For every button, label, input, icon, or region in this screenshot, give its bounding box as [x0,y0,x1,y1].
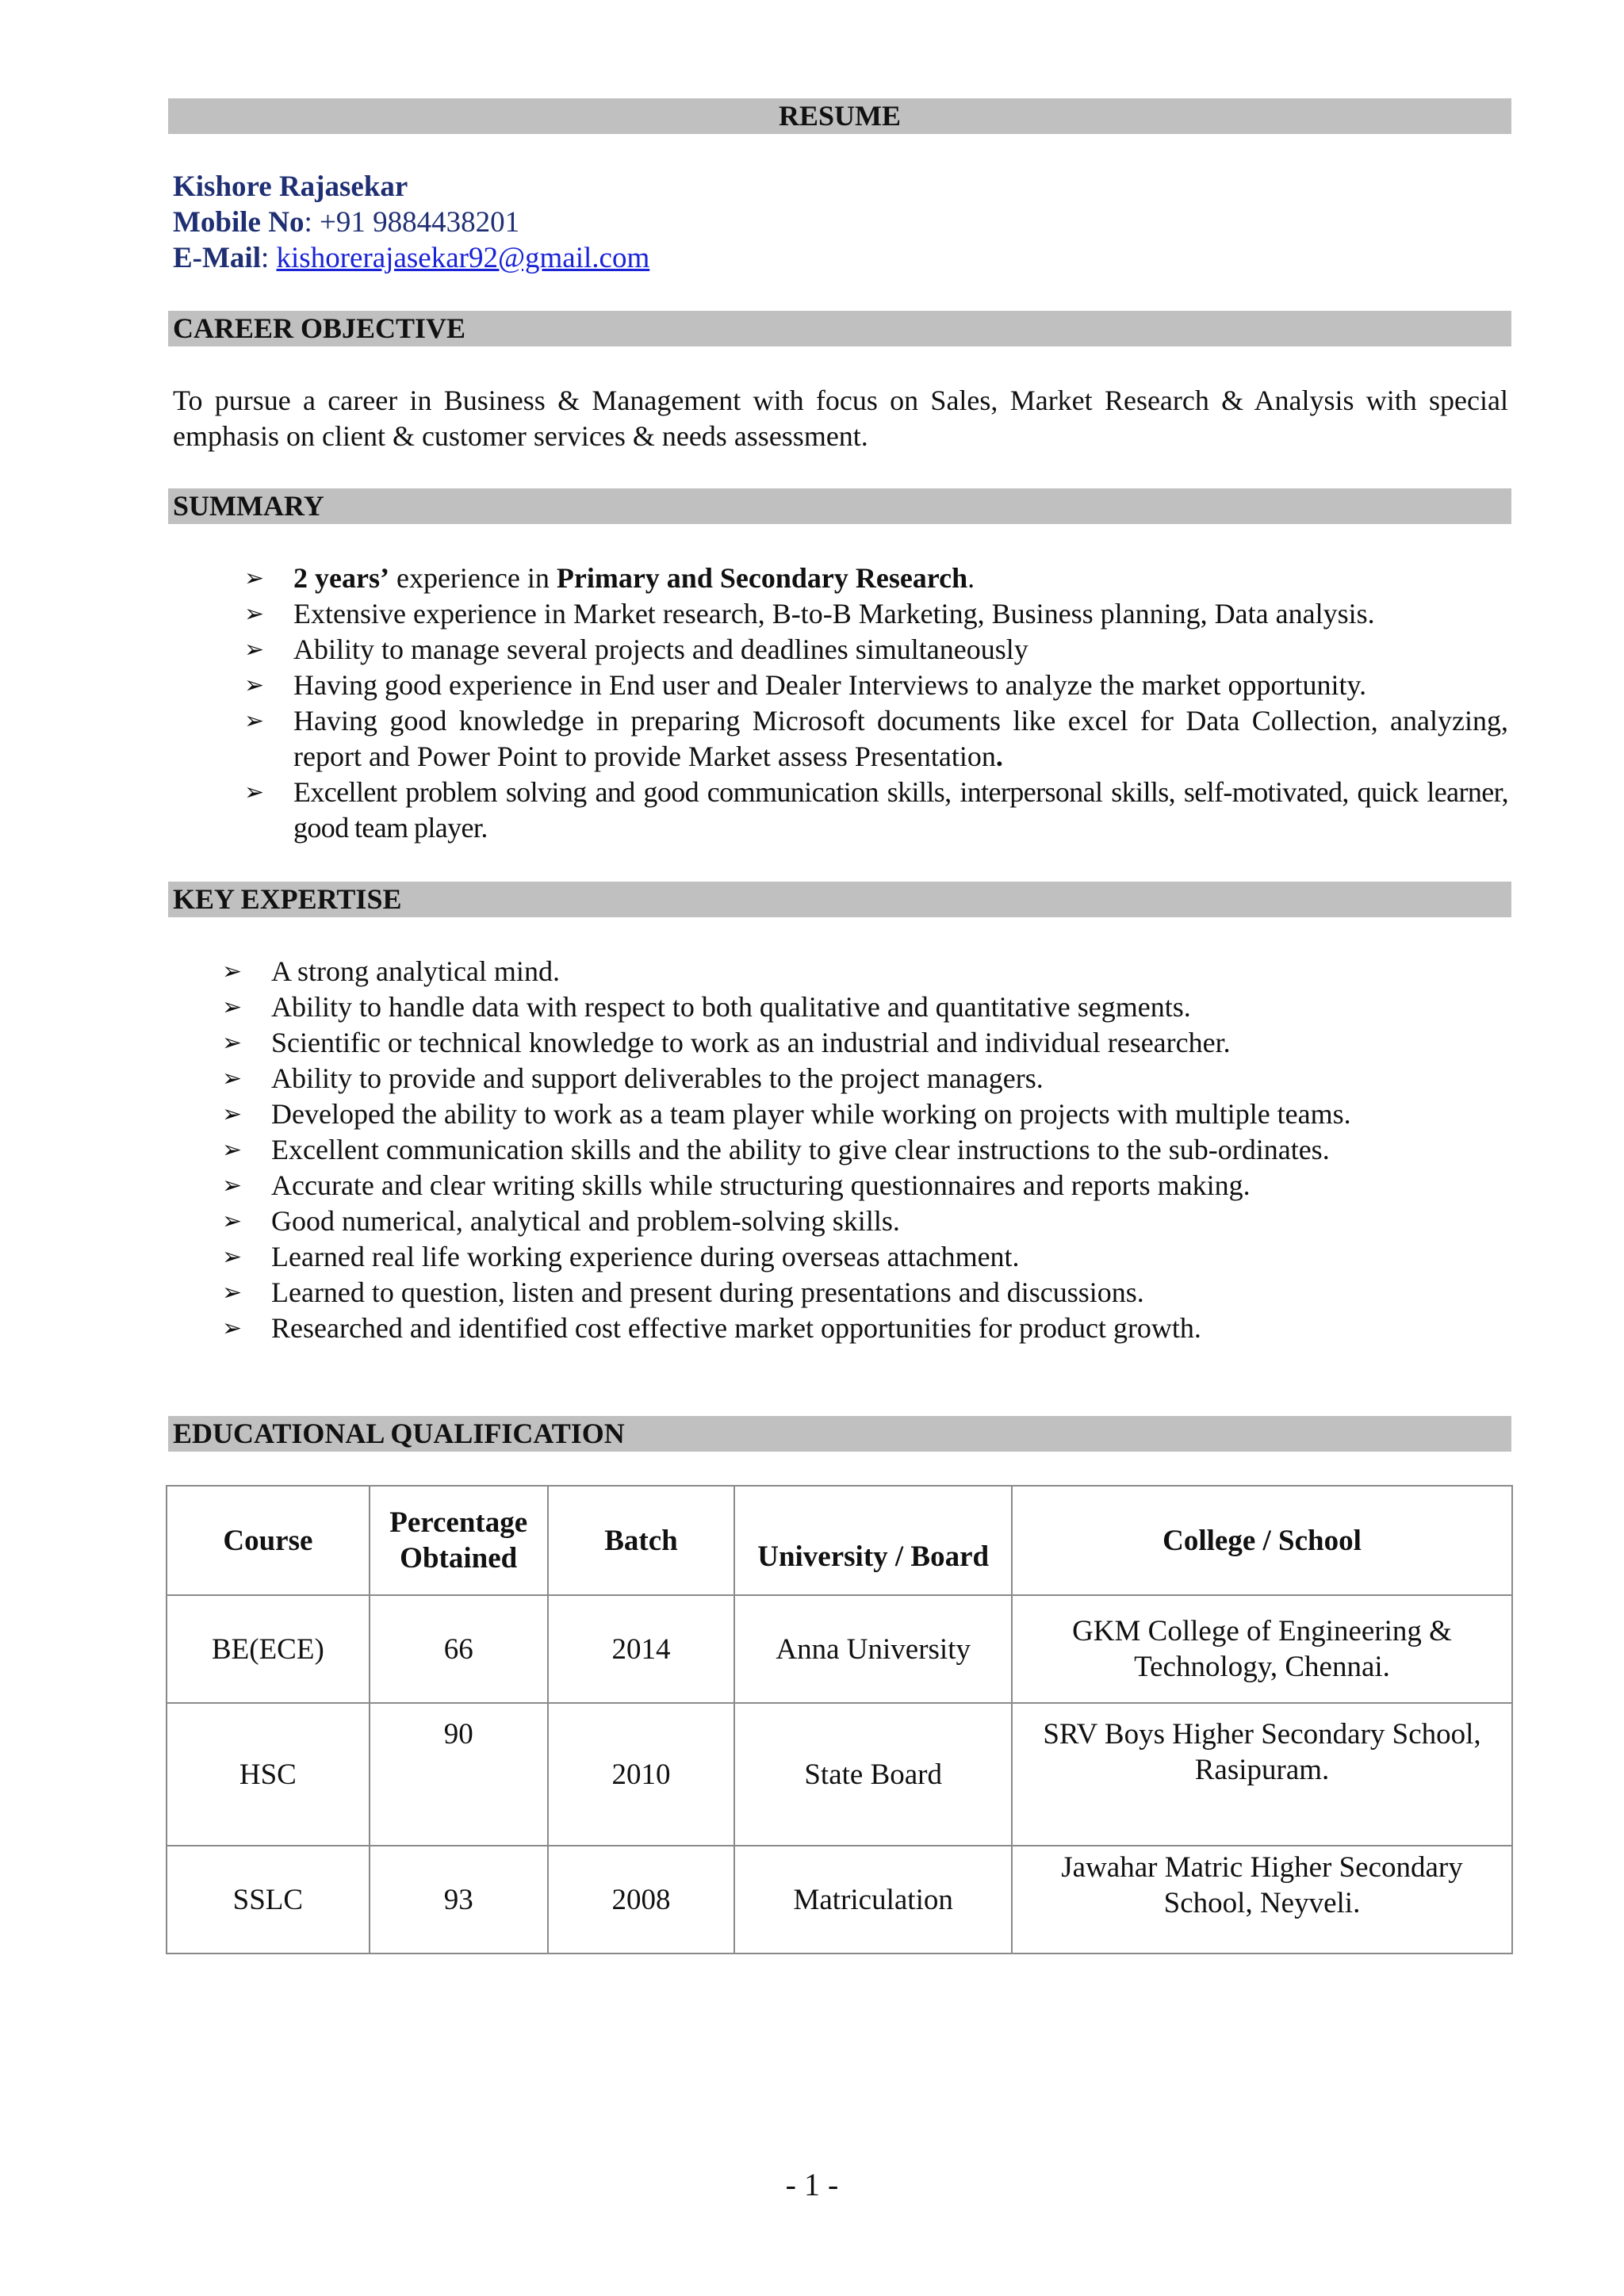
cell-university: Anna University [734,1595,1012,1703]
expertise-item [222,989,1508,1025]
cell-university: Matriculation [734,1846,1012,1954]
summary-text: Ability to manage several projects and deadlines simultaneously [293,633,1028,665]
summary-years: 2 years’ [293,562,389,594]
arrow-bullet-icon: ➢ [222,994,243,1020]
arrow-bullet-icon: ➢ [222,1101,243,1127]
expertise-list [222,954,1508,1346]
contact-block [173,169,649,276]
expertise-text: Scientific or technical knowledge to work as an industrial and individual researcher. [271,1027,1231,1058]
header-batch: Batch [548,1486,735,1595]
expertise-item [222,1203,1508,1239]
expertise-item [222,1275,1508,1311]
section-header-summary: SUMMARY [168,488,1511,524]
cell-course: BE(ECE) [167,1595,370,1703]
mobile-line: Mobile No: +91 9884438201 [173,206,520,239]
expertise-item [222,1096,1508,1132]
summary-text: Excellent problem solving and good communication skills, interpersonal skills, self-motivated, quick learner, good team player. [293,776,1508,844]
page-number: - 1 - [785,2167,839,2202]
summary-text-end: . [967,562,975,594]
cell-batch: 2014 [548,1595,735,1703]
expertise-item [222,1132,1508,1168]
arrow-bullet-icon: ➢ [222,1315,243,1341]
summary-item [244,668,1508,703]
arrow-bullet-icon: ➢ [244,779,264,806]
expertise-item [222,1239,1508,1275]
header-university: University / Board [734,1486,1012,1595]
expertise-item [222,1168,1508,1203]
table-row [167,1703,1512,1846]
email-line: E-Mail: kishorerajasekar92@gmail.com [173,242,650,274]
header-course: Course [167,1486,370,1595]
section-header-key-expertise: KEY EXPERTISE [168,882,1511,917]
arrow-bullet-icon: ➢ [244,672,265,698]
arrow-bullet-icon: ➢ [244,601,265,627]
expertise-text: A strong analytical mind. [271,955,560,987]
cell-college: SRV Boys Higher Secondary School, Rasipuram. [1012,1703,1512,1846]
table-row [167,1595,1512,1703]
mobile-label: Mobile No [173,206,304,239]
summary-list [244,561,1508,846]
arrow-bullet-icon: ➢ [244,637,265,663]
table-row [167,1846,1512,1954]
expertise-item [222,1061,1508,1096]
expertise-text: Accurate and clear writing skills while structuring questionnaires and reports making. [271,1169,1251,1201]
arrow-bullet-icon: ➢ [222,1208,243,1234]
header-percentage: Percentage Obtained [370,1486,548,1595]
summary-research: Primary and Secondary Research [556,562,968,594]
resume-title: RESUME [168,98,1511,134]
arrow-bullet-icon: ➢ [244,565,265,591]
expertise-text: Developed the ability to work as a team player while working on projects with multiple teams. [271,1098,1351,1130]
summary-item [244,596,1508,632]
arrow-bullet-icon: ➢ [222,1066,243,1092]
table-header-row [167,1486,1512,1595]
expertise-text: Excellent communication skills and the ability to give clear instructions to the sub-ordinates. [271,1134,1330,1165]
section-header-education: EDUCATIONAL QUALIFICATION [168,1416,1511,1452]
expertise-text: Good numerical, analytical and problem-solving skills. [271,1205,900,1237]
summary-text: Having good experience in End user and Dealer Interviews to analyze the market opportunity. [293,669,1367,701]
career-objective-text: To pursue a career in Business & Management with focus on Sales, Market Research & Analysis with special emphasis on client & customer services & needs assessment. [173,385,1508,452]
expertise-text: Learned to question, listen and present during presentations and discussions. [271,1276,1144,1308]
arrow-bullet-icon: ➢ [222,1244,243,1270]
cell-percentage: 66 [370,1595,548,1703]
arrow-bullet-icon: ➢ [244,708,265,734]
summary-text-end: . [995,740,1003,772]
cell-course: SSLC [167,1846,370,1954]
expertise-text: Ability to handle data with respect to both qualitative and quantitative segments. [271,991,1191,1023]
cell-college: Jawahar Matric Higher Secondary School, Neyveli. [1012,1846,1512,1954]
cell-percentage: 90 [370,1703,548,1846]
education-table [166,1485,1513,1954]
candidate-name: Kishore Rajasekar [173,170,408,203]
arrow-bullet-icon: ➢ [222,1173,243,1199]
arrow-bullet-icon: ➢ [222,959,243,985]
summary-text: experience in [389,562,557,594]
expertise-item [222,954,1508,989]
mobile-number: +91 9884438201 [319,206,520,239]
email-link[interactable]: kishorerajasekar92@gmail.com [276,242,650,274]
summary-item [244,703,1508,775]
expertise-text: Ability to provide and support deliverables to the project managers. [271,1062,1044,1094]
email-label: E-Mail [173,242,261,274]
cell-batch: 2008 [548,1846,735,1954]
summary-text: Extensive experience in Market research, B-to-B Marketing, Business planning, Data analysis. [293,598,1375,629]
summary-item [244,775,1508,846]
expertise-item [222,1311,1508,1346]
expertise-item [222,1025,1508,1061]
section-header-career-objective: CAREER OBJECTIVE [168,311,1511,346]
arrow-bullet-icon: ➢ [222,1137,243,1163]
summary-text: Having good knowledge in preparing Microsoft documents like excel for Data Collection, analyzing, report and Power Point to provide Market assess Presentation [293,705,1508,772]
cell-batch: 2010 [548,1703,735,1846]
summary-item [244,632,1508,668]
expertise-text: Researched and identified cost effective market opportunities for product growth. [271,1312,1201,1344]
cell-university: State Board [734,1703,1012,1846]
summary-item [244,561,1508,596]
cell-course: HSC [167,1703,370,1846]
arrow-bullet-icon: ➢ [222,1280,243,1306]
cell-percentage: 93 [370,1846,548,1954]
cell-college: GKM College of Engineering & Technology, Chennai. [1012,1595,1512,1703]
header-college: College / School [1012,1486,1512,1595]
expertise-text: Learned real life working experience during overseas attachment. [271,1241,1020,1272]
arrow-bullet-icon: ➢ [222,1030,243,1056]
